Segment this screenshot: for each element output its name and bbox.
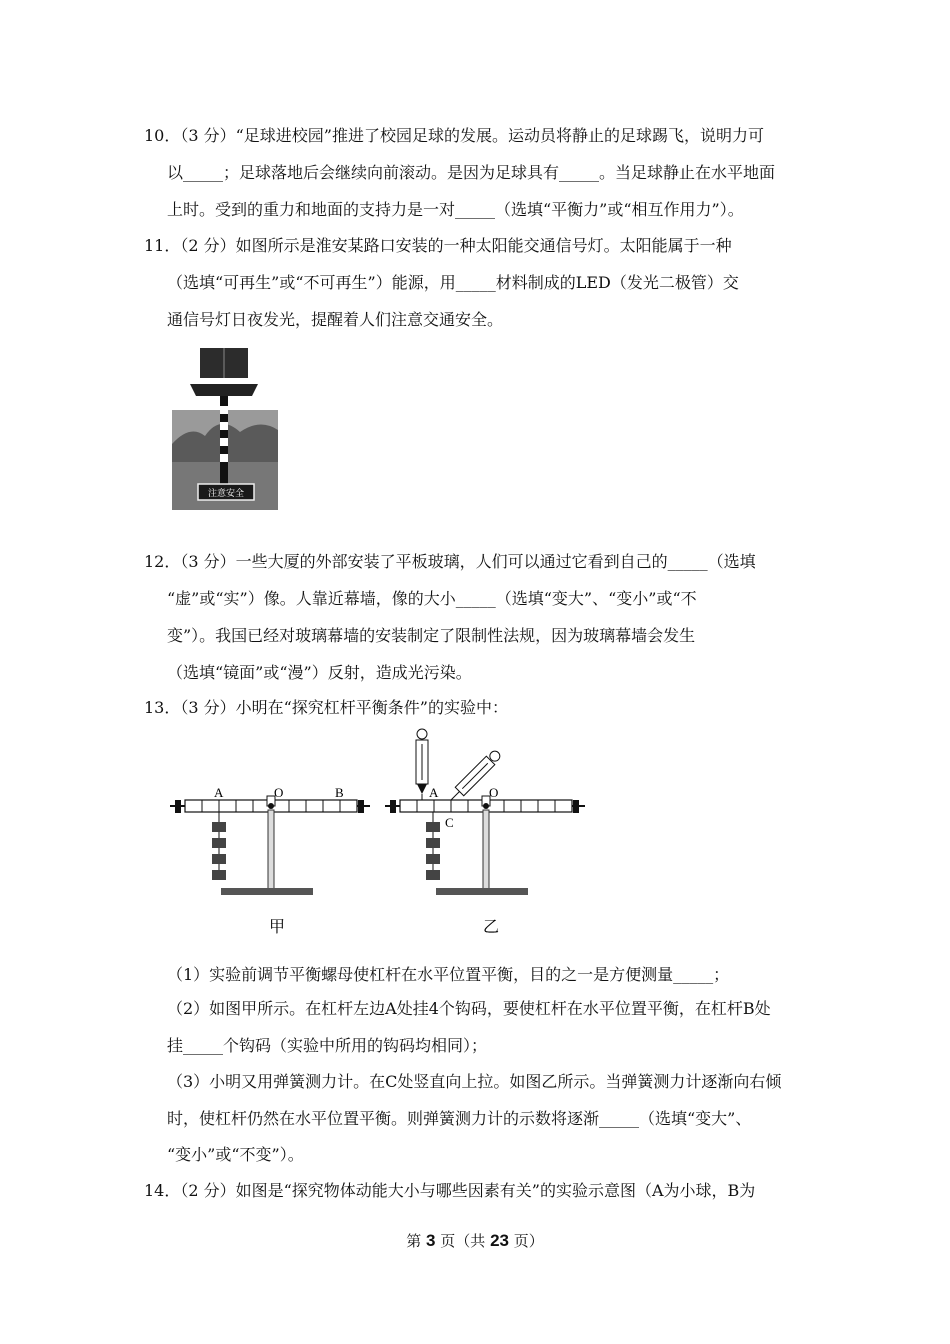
- q13-sub-2a: （2）如图甲所示。在杠杆左边A处挂4个钩码，要使杠杆在水平位置平衡，在杠杆B处: [167, 999, 771, 1018]
- jia-label-a: A: [214, 785, 224, 800]
- yi-label-o: O: [489, 785, 499, 800]
- q10-line-2: 以_____；足球落地后会继续向前滚动。是因为足球具有_____。当足球静止在水平地面: [167, 163, 776, 182]
- q13-sub-2b: 挂_____个钩码（实验中所用的钩码均相同）；: [167, 1036, 488, 1055]
- yi-label-c: C: [445, 815, 454, 830]
- yi-label-a: A: [429, 785, 439, 800]
- jia-caption: 甲: [269, 917, 286, 936]
- q10-line-1: 10．（3 分）“足球进校园”推进了校园足球的发展。运动员将静止的足球踢飞，说明力可: [144, 126, 764, 145]
- footer-suffix: 页）: [513, 1232, 544, 1250]
- q11-line-3: 通信号灯日夜发光，提醒着人们注意交通安全。: [167, 310, 504, 329]
- footer-total-pages: 23: [490, 1231, 509, 1250]
- spring-scale-vertical: [416, 729, 428, 800]
- q13-sub-1: （1）实验前调节平衡螺母使杠杆在水平位置平衡，目的之一是方便测量_____；: [167, 965, 730, 984]
- yi-caption: 乙: [483, 917, 500, 936]
- page-footer: [0, 1230, 950, 1251]
- q12-line-2: “虚”或“实”）像。人靠近幕墙，像的大小_____（选填“变大”、“变小”或“不: [167, 589, 697, 608]
- jia-label-b: B: [335, 785, 344, 800]
- q10-line-3: 上时。受到的重力和地面的支持力是一对_____（选填“平衡力”或“相互作用力”）。: [167, 200, 744, 219]
- q13-line-1: 13．（3 分）小明在“探究杠杆平衡条件”的实验中：: [144, 698, 508, 717]
- q12-line-1: 12．（3 分）一些大厦的外部安装了平板玻璃，人们可以通过它看到自己的_____（选填: [144, 552, 756, 571]
- lever-diagram-yi: [385, 729, 585, 936]
- photo-sign-text: 注意安全: [207, 489, 245, 499]
- q13-sub-3c: “变小”或“不变”）。: [167, 1145, 304, 1164]
- lever-figure: [165, 726, 595, 941]
- q12-line-3: 变”）。我国已经对玻璃幕墙的安装制定了限制性法规，因为玻璃幕墙会发生: [167, 626, 696, 645]
- jia-label-o: O: [274, 785, 284, 800]
- q13-sub-3b: 时，使杠杆仍然在水平位置平衡。则弹簧测力计的示数将逐渐_____（选填“变大”、: [167, 1109, 752, 1128]
- q13-sub-3a: （3）小明又用弹簧测力计。在C处竖直向上拉。如图乙所示。当弹簧测力计逐渐向右倾: [167, 1072, 782, 1091]
- q11-line-1: 11．（2 分）如图所示是淮安某路口安装的一种太阳能交通信号灯。太阳能属于一种: [144, 236, 732, 255]
- footer-prefix: 第: [406, 1232, 422, 1250]
- q11-line-2: （选填“可再生”或“不可再生”）能源，用_____材料制成的LED（发光二极管）交: [167, 273, 739, 292]
- footer-middle: 页（共: [440, 1232, 486, 1250]
- lever-diagram-jia: [170, 785, 370, 936]
- footer-page-number: 3: [426, 1231, 436, 1250]
- traffic-light-photo: [170, 344, 280, 512]
- q14-line-1: 14．（2 分）如图是“探究物体动能大小与哪些因素有关”的实验示意图（A为小球，B为: [144, 1181, 756, 1200]
- q12-line-4: （选填“镜面”或“漫”）反射，造成光污染。: [167, 663, 472, 682]
